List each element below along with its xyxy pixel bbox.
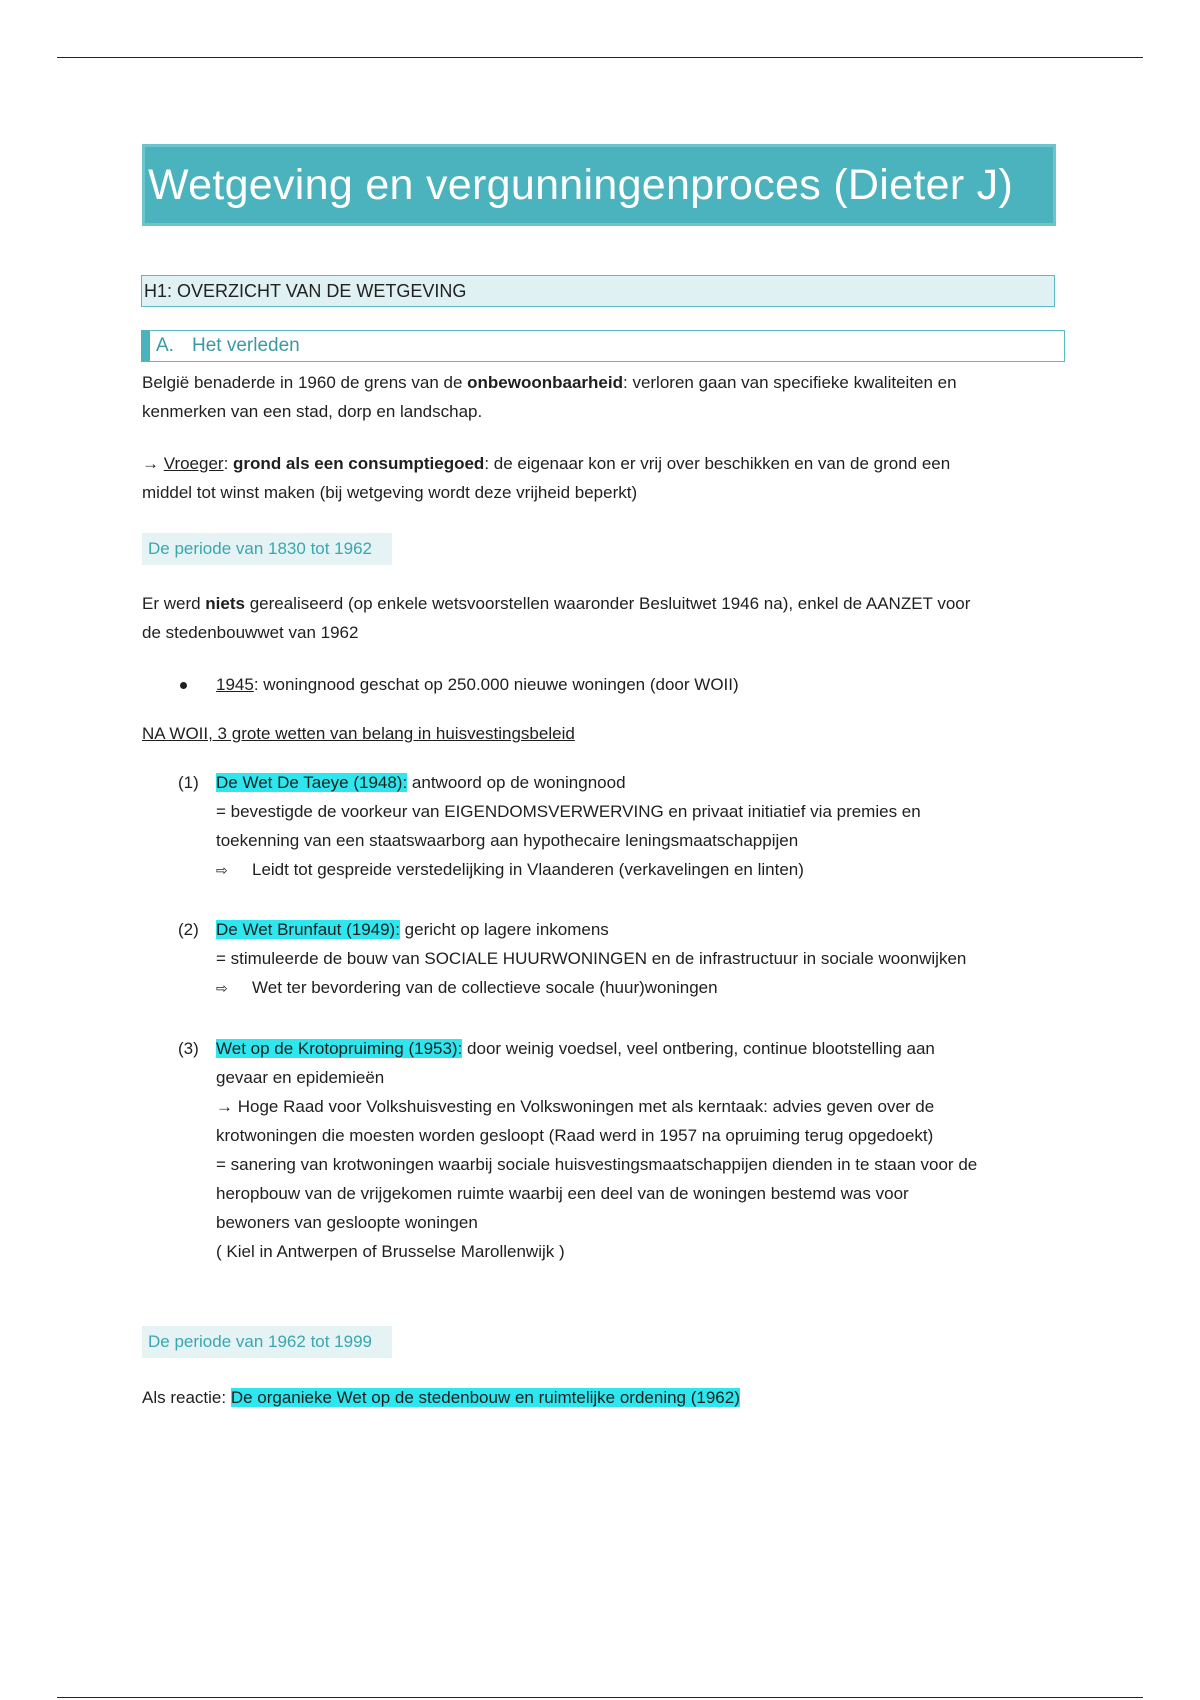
law-item-de-taeye <box>216 768 1116 885</box>
law-line: toekenning van een staatswaarborg aan hypothecaire leningsmaatschappijen <box>216 831 799 850</box>
law-line: krotwoningen die moesten worden gesloopt (Raad werd in 1957 na opruiming terug opgedoekt) <box>216 1126 934 1145</box>
intro-bold: onbewoonbaarheid <box>467 373 623 392</box>
law-item-brunfaut <box>216 915 1116 1003</box>
section-title: Het verleden <box>192 335 300 356</box>
period-heading-text: De periode van 1830 tot 1962 <box>148 539 373 558</box>
section-heading <box>141 330 1065 362</box>
law-desc: antwoord op de woningnood <box>407 773 626 792</box>
law-line: = sanering van krotwoningen waarbij sociale huisvestingsmaatschappijen dienden in te staan voor de <box>216 1155 978 1174</box>
arrow-right-icon: ⇨ <box>216 862 228 878</box>
law-number: (2) <box>178 920 199 939</box>
law-desc: gericht op lagere inkomens <box>399 920 609 939</box>
section-number: A. <box>156 335 174 356</box>
law-desc: door weinig voedsel, veel ontbering, continue blootstelling aan <box>462 1039 935 1058</box>
law-line: heropbouw van de vrijgekomen ruimte waarbij een deel van de woningen bestemd was voor <box>216 1184 909 1203</box>
bullet-year: 1945 <box>216 675 254 694</box>
chapter-heading <box>141 275 1055 307</box>
law-name-highlight: De Wet De Taeye (1948): <box>216 773 408 792</box>
bullet-icon <box>180 682 187 689</box>
laws-subheading <box>142 719 1042 748</box>
chapter-heading-text: H1: OVERZICHT VAN DE WETGEVING <box>144 280 467 301</box>
top-rule <box>57 57 1143 58</box>
law-name-highlight: De organieke Wet op de stedenbouw en ruimtelijke ordening (1962) <box>230 1388 740 1407</box>
intro-text: : de eigenaar kon er vrij over beschikken en van de grond een <box>484 454 951 473</box>
intro-bold: grond als een consumptiegoed <box>233 454 485 473</box>
period1-bold: niets <box>205 594 245 613</box>
law-name-highlight: Wet op de Krotopruiming (1953): <box>216 1039 463 1058</box>
intro-text: : verloren gaan van specifieke kwaliteiten en <box>623 373 957 392</box>
law-line: = stimuleerde de bouw van SOCIALE HUURWONINGEN en de infrastructuur in sociale woonwijken <box>216 949 967 968</box>
intro-paragraph-2 <box>142 449 1082 507</box>
period-heading-1962 <box>142 1326 392 1358</box>
law-line: Wet ter bevordering van de collectieve socale (huur)woningen <box>252 978 718 997</box>
period1-text: gerealiseerd (op enkele wetsvoorstellen waaronder Besluitwet 1946 na), enkel de AANZET voor <box>244 594 971 613</box>
law-item-krotopruiming <box>216 1034 1116 1266</box>
bullet-text: : woningnood geschat op 250.000 nieuwe woningen (door WOII) <box>253 675 739 694</box>
intro-text: : <box>223 454 234 473</box>
arrow-right-icon: ⇨ <box>216 980 228 996</box>
law-line: bewoners van gesloopte woningen <box>216 1213 478 1232</box>
period-heading-1830 <box>142 533 392 565</box>
arrow-icon: → <box>142 454 164 473</box>
period2-text: Als reactie: <box>142 1388 231 1407</box>
intro-underlined: Vroeger <box>163 454 224 473</box>
period1-text: de stedenbouwwet van 1962 <box>142 623 359 642</box>
bottom-rule <box>57 1697 1143 1698</box>
period2-paragraph <box>142 1383 1102 1412</box>
intro-text: kenmerken van een stad, dorp en landschap. <box>142 402 483 421</box>
law-line: Leidt tot gespreide verstedelijking in Vlaanderen (verkavelingen en linten) <box>252 860 804 879</box>
law-line: gevaar en epidemieën <box>216 1068 385 1087</box>
bullet-item-1945 <box>216 670 1096 699</box>
intro-paragraph-1 <box>142 368 1082 426</box>
law-number: (1) <box>178 773 199 792</box>
law-line: ( Kiel in Antwerpen of Brusselse Marollenwijk ) <box>216 1242 565 1261</box>
intro-text: België benaderde in 1960 de grens van de <box>142 373 468 392</box>
intro-text: middel tot winst maken (bij wetgeving wordt deze vrijheid beperkt) <box>142 483 638 502</box>
laws-subheading-text: NA WOII, 3 grote wetten van belang in huisvestingsbeleid <box>142 724 575 743</box>
period1-text: Er werd <box>142 594 206 613</box>
law-line: = bevestigde de voorkeur van EIGENDOMSVERWERVING en privaat initiatief via premies en <box>216 802 921 821</box>
law-line: → Hoge Raad voor Volkshuisvesting en Volkswoningen met als kerntaak: advies geven over de <box>216 1097 935 1116</box>
period1-paragraph <box>142 589 1102 647</box>
period-heading-text: De periode van 1962 tot 1999 <box>148 1332 373 1351</box>
law-number: (3) <box>178 1039 199 1058</box>
law-name-highlight: De Wet Brunfaut (1949): <box>216 920 400 939</box>
document-title: Wetgeving en vergunningenproces (Dieter J) <box>148 160 1014 209</box>
document-title-banner <box>142 144 1056 226</box>
